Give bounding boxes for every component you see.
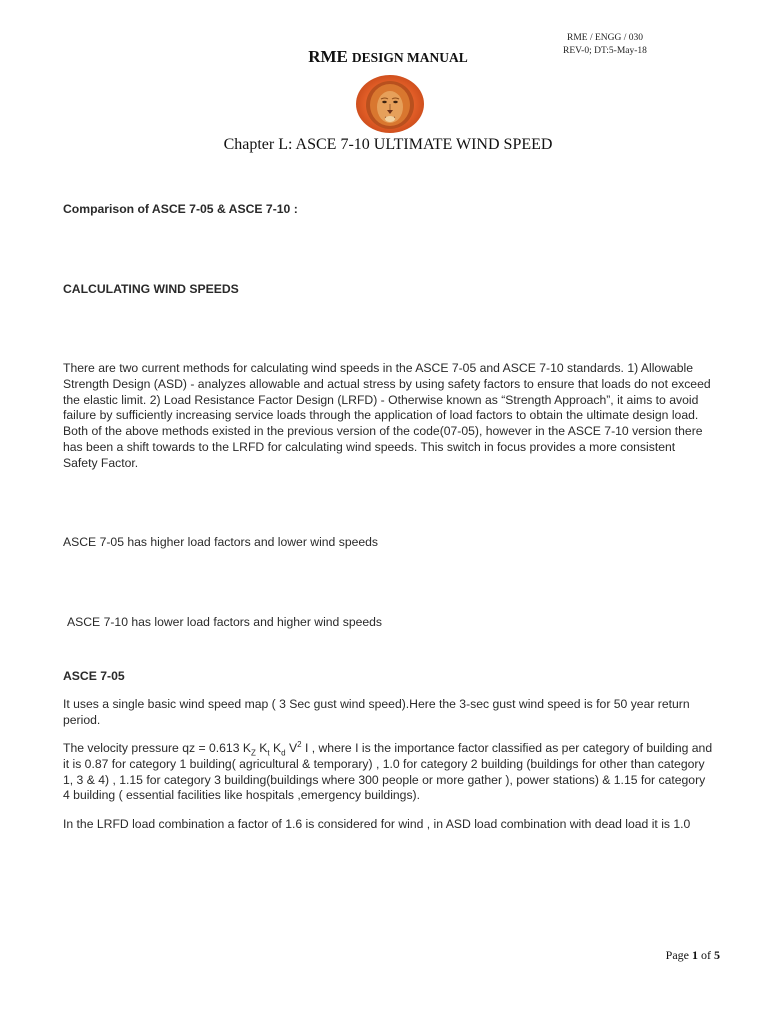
vp-kz-sub: Z	[251, 748, 256, 758]
vp-kd: K	[269, 741, 282, 755]
lrfd-paragraph: In the LRFD load combination a factor of 1.6 is considered for wind , in ASD load combination with dead load it is 1.0	[63, 817, 691, 831]
vp-v: V	[285, 741, 298, 755]
document-title	[0, 47, 768, 67]
comparison-heading: Comparison of ASCE 7-05 & ASCE 7-10 :	[63, 202, 298, 216]
ref-code: RME / ENGG / 030	[567, 33, 643, 43]
page-label: Page	[665, 948, 689, 962]
vp-rest: I , where I is the importance factor classified as per category of building and it is 0.87 for category 1 building( agricultural & temporary) , 1.0 for category 2 building (buildings for other than category 1, 3 & 4) , 1.15 for category 3 building(buildings where 300 people or more gather ), power stations) & 1.15 for category 4 building ( essential facilities like hospitals ,emergency buildings).	[63, 741, 713, 803]
page-current: 1	[692, 948, 698, 962]
asce710-statement: ASCE 7-10 has lower load factors and higher wind speeds	[67, 615, 383, 629]
calculating-heading: CALCULATING WIND SPEEDS	[63, 282, 239, 296]
vp-kt-sub: t	[267, 748, 270, 758]
asce705-heading: ASCE 7-05	[63, 669, 125, 683]
page-number	[650, 948, 720, 963]
intro-paragraph: There are two current methods for calculating wind speeds in the ASCE 7-05 and ASCE 7-10 standards. 1) Allowable Strength Design (ASD) - analyzes allowable and actual stress by using safety factors to ensure that loads do not exceed the elastic limit. 2) Load Resistance Factor Design (LRFD) - Otherwise known as “Strength Approach”, it aims to avoid failure by sufficiently increasing service loads through the application of load factors to obtain the ultimate design load. Both of the above methods existed in the previous version of the code(07-05), however in the ASCE 7-10 version there has been a shift towards to the LRFD for calculating wind speeds. This switch in focus provides a more consistent Safety Factor.	[63, 361, 711, 470]
velocity-pressure-paragraph	[63, 741, 713, 804]
chapter-title: Chapter L: ASCE 7-10 ULTIMATE WIND SPEED	[223, 136, 553, 153]
ref-revision: REV-0; DT:5-May-18	[563, 46, 647, 56]
page-total: 5	[714, 948, 720, 962]
lion-head-logo-icon	[355, 74, 425, 134]
vp-v-sup: 2	[297, 739, 302, 749]
page-of: of	[701, 948, 711, 962]
title-design-manual: DESIGN MANUAL	[351, 50, 468, 65]
asce705-statement: ASCE 7-05 has higher load factors and lower wind speeds	[63, 535, 379, 549]
vp-kt: K	[255, 741, 268, 755]
basic-map-paragraph: It uses a single basic wind speed map ( 3 Sec gust wind speed).Here the 3-sec gust wind speed is for 50 year return period.	[63, 697, 690, 727]
vp-lead: The velocity pressure qz = 0.613 K	[63, 741, 251, 755]
vp-kd-sub: d	[281, 748, 286, 758]
title-rme: RME	[308, 47, 348, 66]
